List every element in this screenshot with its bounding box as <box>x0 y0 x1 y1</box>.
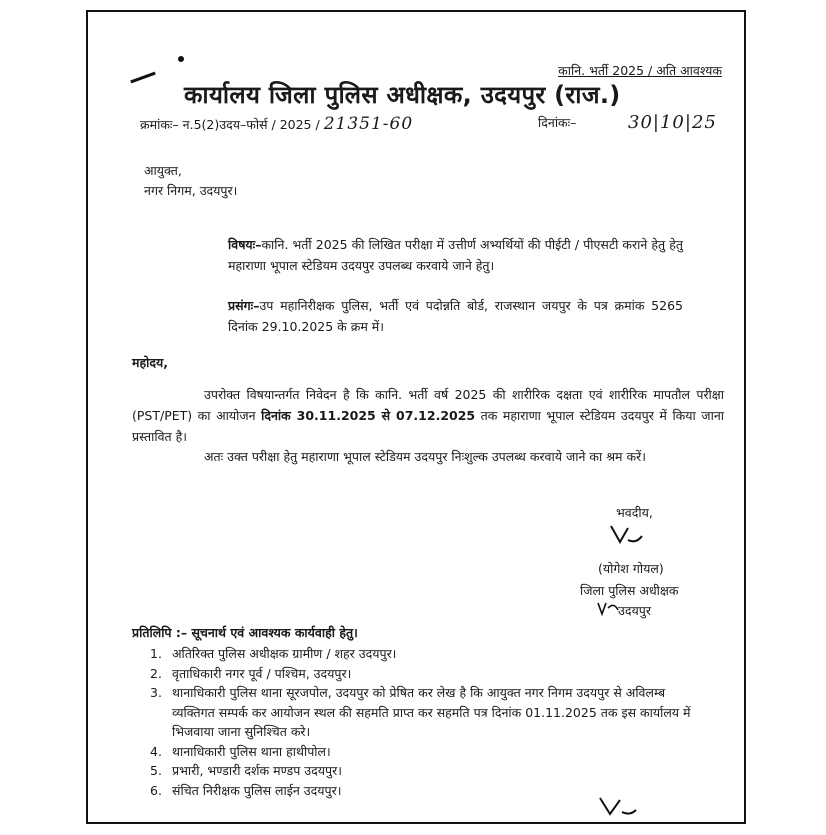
office-title: कार्यालय जिला पुलिस अधीक्षक, उदयपुर (राज.) <box>184 81 621 109</box>
date-handwritten: 30|10|25 <box>628 112 717 133</box>
priority-tag: कानि. भर्ती 2025 / अति आवश्यक <box>558 63 722 78</box>
closing: भवदीय, <box>616 505 653 520</box>
body-text-a: उपरोक्त विषयान्तर्गत निवेदन है कि कानि. भर्ती वर्ष 2025 की शारीरिक दक्षता एवं शारीरिक मापतौल परीक्षा (PST/PET) का आयोजन <box>132 387 724 423</box>
salutation: महोदय, <box>132 355 168 370</box>
bottom-signature-mark <box>596 794 640 818</box>
letter-page <box>86 10 746 824</box>
signatory-designation: जिला पुलिस अधीक्षक <box>580 583 679 598</box>
subject-label: विषयः– <box>228 237 262 252</box>
reference-number <box>140 114 413 134</box>
recipient-line-1: आयुक्त, <box>144 163 182 178</box>
initials-mark <box>596 600 620 616</box>
reference-text: उप महानिरीक्षक पुलिस, भर्ती एवं पदोन्नति बोर्ड, राजस्थान जयपुर के पत्र क्रमांक 5265 दिनांक 29.10.2025 के क्रम में। <box>228 298 683 334</box>
copy-item: 3. थानाधिकारी पुलिस थाना सूरजपोल, उदयपुर को प्रेषित कर लेख है कि आयुक्त नगर निगम उदयपुर से अविलम्ब व्यक्तिगत सम्पर्क कर आयोजन स्थल की सहमति प्राप्त कर सहमति पत्र दिनांक 01.11.2025 तक इस कार्यालय में भिजवाया जाना सुनिश्चित करे। <box>150 685 691 739</box>
copy-list <box>150 644 710 800</box>
copy-item: 6. संचित निरीक्षक पुलिस लाईन उदयपुर। <box>150 782 342 798</box>
subject-text: कानि. भर्ती 2025 की लिखित परीक्षा में उत्तीर्ण अभ्यर्थियों की पीईटी / पीएसटी कराने हेतु हेतु महाराणा भूपाल स्टेडियम उदयपुर उपलब्ध करवाये जाने हेतु। <box>228 237 683 273</box>
reference-block <box>228 295 683 337</box>
body-dates-bold: दिनांक 30.11.2025 से 07.12.2025 <box>261 408 476 423</box>
copy-item: 4. थानाधिकारी पुलिस थाना हाथीपोल। <box>150 743 331 759</box>
copy-item: 5. प्रभारी, भण्डारी दर्शक मण्डप उदयपुर। <box>150 763 342 778</box>
ref-number-handwritten: 21351-60 <box>323 114 414 134</box>
ink-dot <box>178 56 184 62</box>
copy-item: 2. वृताधिकारी नगर पूर्व / पश्चिम, उदयपुर। <box>150 665 352 681</box>
body-paragraph-1 <box>132 384 724 447</box>
subject-block <box>228 234 683 276</box>
signatory-place: उदयपुर <box>618 603 651 618</box>
ref-label: क्रमांकः– न.5(2)उदय–फोर्स / 2025 / <box>140 117 320 132</box>
signature-mark <box>608 522 646 546</box>
reference-label: प्रसंगः– <box>228 298 260 313</box>
signatory-name: (योगेश गोयल) <box>598 561 664 576</box>
copy-heading: प्रतिलिपि :– सूचनार्थ एवं आवश्यक कार्यवाही हेतु। <box>132 625 358 640</box>
recipient-line-2: नगर निगम, उदयपुर। <box>144 183 238 198</box>
body-paragraph-2: अतः उक्त परीक्षा हेतु महाराणा भूपाल स्टेडियम उदयपुर निःशुल्क उपलब्ध करवाये जाने का श्रम करें। <box>204 449 646 464</box>
ink-dash <box>130 72 155 84</box>
copy-item: 1. अतिरिक्त पुलिस अधीक्षक ग्रामीण / शहर उदयपुर। <box>150 646 397 661</box>
date-label: दिनांकः– <box>538 115 577 130</box>
body-text-b: तक महाराणा भूपाल स्टेडियम उदयपुर में किया जाना प्रस्तावित है। <box>132 408 724 444</box>
